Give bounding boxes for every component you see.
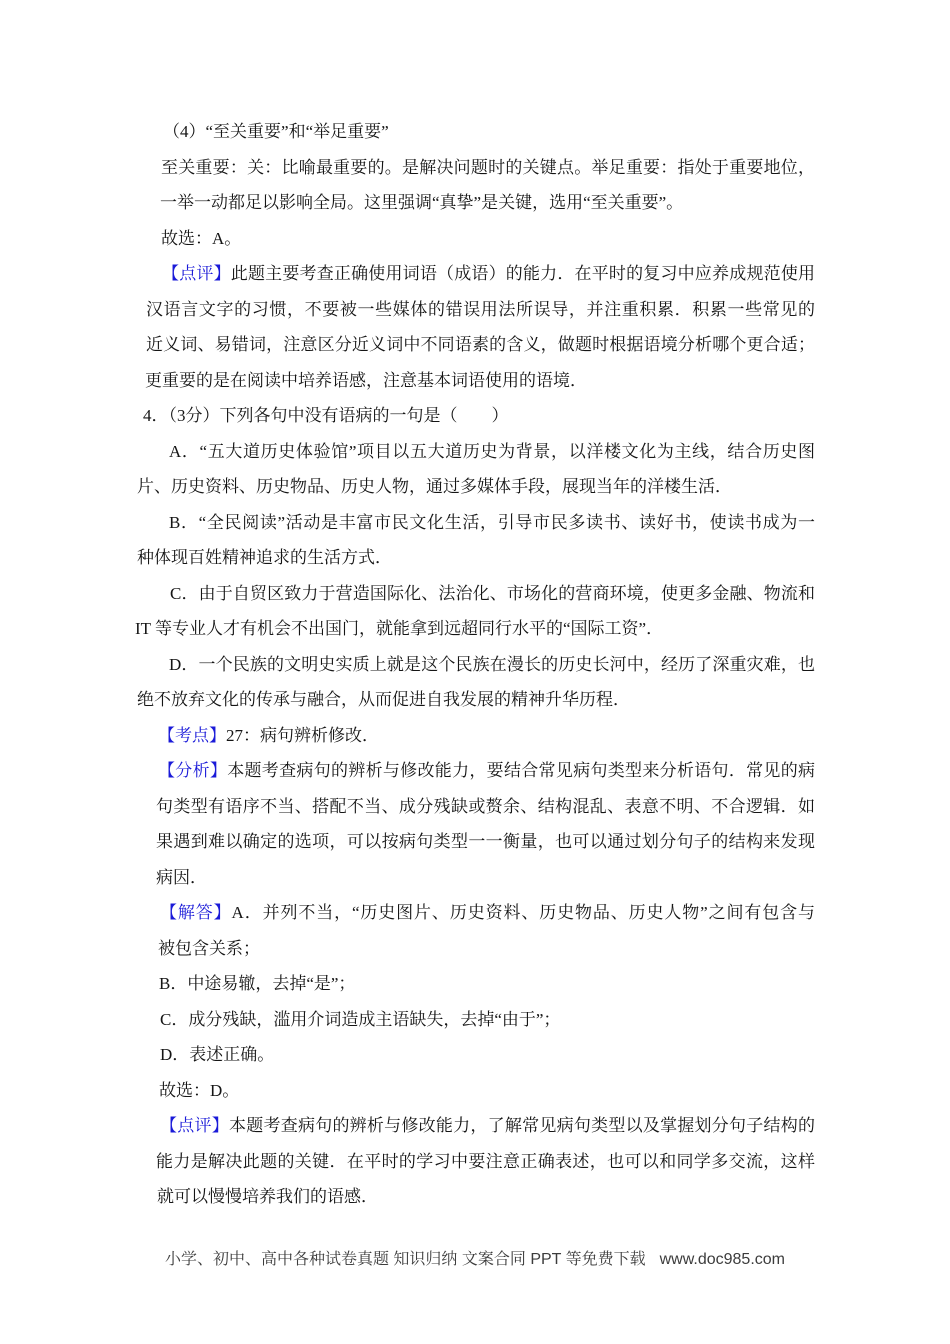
text-line — [160, 1037, 815, 1073]
line-text: 句类型有语序不当、搭配不当、成分残缺或赘余、结构混乱、表意不明、不合逻辑．如 — [156, 796, 815, 816]
line-text: 一举一动都足以影响全局。这里强调“真挚”是关键，选用“至关重要”。 — [160, 193, 684, 212]
text-line — [158, 753, 815, 789]
line-text: B．“全民阅读”活动是丰富市民文化生活，引导市民多读书、读好书，使读书成为一 — [169, 512, 815, 532]
line-text: 汉语言文字的习惯，不要被一些媒体的错误用法所误导，并注重积累．积累一些常见的 — [146, 299, 815, 319]
line-text: 故选：A。 — [161, 228, 242, 248]
line-text: （4）“至关重要”和“举足重要” — [163, 122, 389, 141]
text-line — [158, 718, 815, 754]
line-text: 病因． — [156, 867, 207, 887]
line-text: 此题主要考查正确使用词语（成语）的能力．在平时的复习中应养成规范使用 — [230, 264, 815, 283]
text-line — [160, 1002, 815, 1038]
line-text: 种体现百姓精神追求的生活方式． — [137, 548, 392, 567]
text-line — [161, 150, 815, 186]
line-text: 4．（3分）下列各句中没有语病的一句是（ ） — [143, 406, 509, 425]
text-line — [163, 114, 815, 150]
text-line — [169, 505, 815, 541]
line-text: B．中途易辙，去掉“是”； — [159, 974, 356, 993]
section-label: 【点评】 — [162, 264, 231, 283]
section-label: 【解答】 — [160, 903, 232, 922]
line-text: 至关重要：关：比喻最重要的。是解决问题时的关键点。举足重要：指处于重要地位， — [161, 157, 815, 177]
document-body — [135, 114, 815, 1215]
text-line — [145, 363, 815, 399]
text-line — [160, 895, 815, 931]
line-text: 本题考查病句的辨析与修改能力，要结合常见病句类型来分析语句．常见的病 — [227, 761, 815, 780]
footer-site-url: www.doc985.com — [659, 1251, 785, 1268]
text-line — [160, 185, 815, 221]
section-label: 【分析】 — [158, 761, 228, 780]
text-line — [156, 824, 815, 860]
page-footer — [0, 1246, 950, 1269]
line-text: 就可以慢慢培养我们的语感． — [157, 1187, 378, 1206]
line-text: 故选：D。 — [159, 1080, 240, 1100]
section-label: 【考点】 — [158, 725, 226, 745]
line-text: 近义词、易错词，注意区分近义词中不同语素的含义，做题时根据语境分析哪个更合适； — [146, 335, 815, 354]
text-line — [161, 221, 815, 257]
text-line — [156, 789, 815, 825]
text-line — [143, 398, 815, 434]
text-line — [170, 576, 815, 612]
line-text: A．“五大道历史体验馆”项目以五大道历史为背景，以洋楼文化为主线，结合历史图 — [169, 441, 815, 461]
line-text: 果遇到难以确定的选项，可以按病句类型一一衡量，也可以通过划分句子的结构来发现 — [156, 832, 815, 851]
footer-promo-text: 小学、初中、高中各种试卷真题 知识归纳 文案合同 PPT 等免费下载 — [164, 1251, 646, 1268]
line-text: C．由于自贸区致力于营造国际化、法治化、市场化的营商环境，使更多金融、物流和 — [170, 583, 815, 603]
text-line — [146, 292, 815, 328]
line-text: 本题考查病句的辨析与修改能力，了解常见病句类型以及掌握划分句子结构的 — [228, 1116, 815, 1135]
line-text: 绝不放弃文化的传承与融合，从而促进自我发展的精神升华历程． — [137, 690, 630, 709]
text-line — [158, 931, 815, 967]
line-text: C．成分残缺，滥用介词造成主语缺失，去掉“由于”； — [160, 1009, 561, 1029]
line-text: IT 等专业人才有机会不出国门，就能拿到远超同行水平的“国际工资”． — [135, 619, 664, 638]
line-text: 被包含关系； — [158, 938, 260, 958]
line-text: 片、历史资料、历史物品、历史人物，通过多媒体手段，展现当年的洋楼生活． — [137, 477, 732, 496]
text-line — [162, 256, 815, 292]
text-line — [137, 682, 815, 718]
line-text: D．一个民族的文明史实质上就是这个民族在漫长的历史长河中，经历了深重灾难，也 — [169, 654, 815, 674]
text-line — [157, 1179, 815, 1215]
text-line — [156, 860, 815, 896]
line-text: 更重要的是在阅读中培养语感，注意基本词语使用的语境． — [145, 370, 587, 390]
line-text: 27：病句辨析修改． — [226, 725, 379, 745]
text-line — [159, 966, 815, 1002]
line-text: 能力是解决此题的关键．在平时的学习中要注意正确表述，也可以和同学多交流，这样 — [156, 1151, 815, 1171]
text-line — [146, 327, 815, 363]
text-line — [137, 469, 815, 505]
text-line — [156, 1144, 815, 1180]
text-line — [169, 434, 815, 470]
line-text: D．表述正确。 — [160, 1045, 275, 1064]
line-text: A．并列不当，“历史图片、历史资料、历史物品、历史人物”之间有包含与 — [231, 903, 815, 922]
text-line — [137, 540, 815, 576]
text-line — [159, 1073, 815, 1109]
text-line — [169, 647, 815, 683]
text-line — [135, 611, 815, 647]
section-label: 【点评】 — [160, 1116, 229, 1135]
text-line — [160, 1108, 815, 1144]
